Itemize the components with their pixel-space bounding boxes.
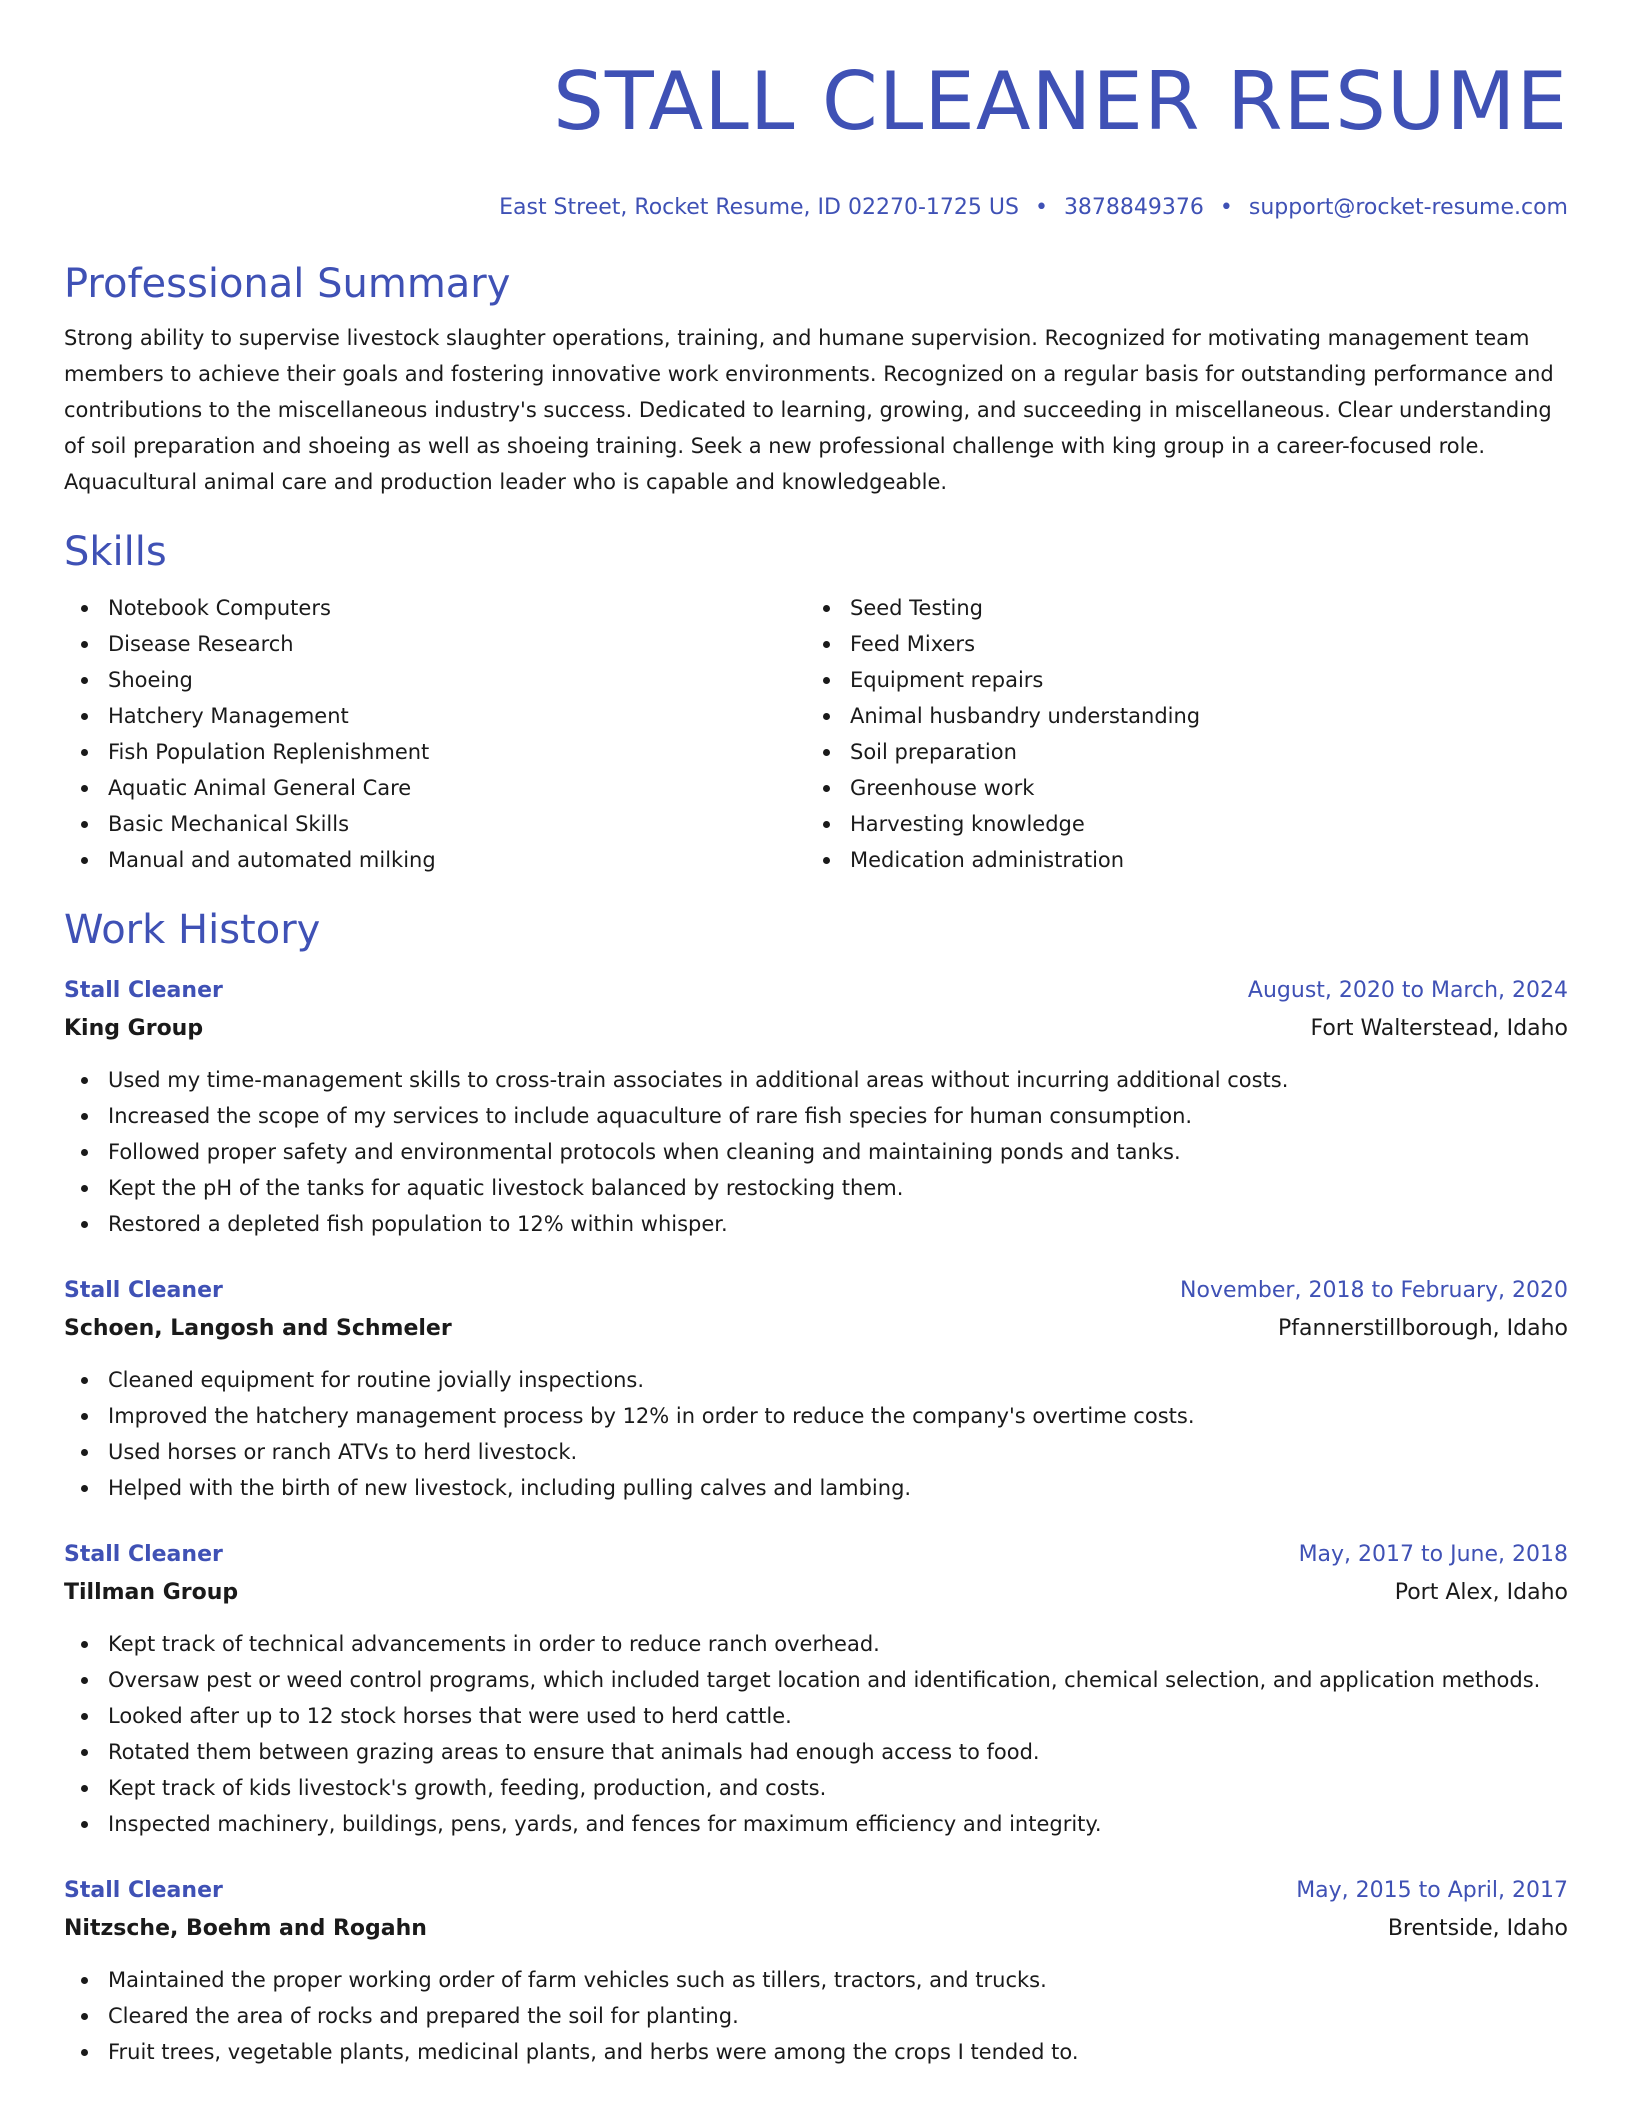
summary-text: Strong ability to supervise livestock slaughter operations, training, and humane supervision. Recognized for motivating management team members to achieve their goals and fostering innovative work environments. Recognized on a regular basis for outstanding performance and contributions to the miscellaneous industry's success. Dedicated to learning, growing, and succeeding in miscellaneous. Clear understanding of soil preparation and shoeing as well as shoeing training. Seek a new professional challenge with king group in a career-focused role. Aquacultural animal care and production leader who is capable and knowledgeable. bbox=[64, 326, 1554, 494]
job-duty: Inspected machinery, buildings, pens, yards, and fences for maximum efficiency and integrity. bbox=[64, 1806, 1568, 1842]
job-duty: Kept track of kids livestock's growth, feeding, production, and costs. bbox=[64, 1770, 1568, 1806]
skill-item: Harvesting knowledge bbox=[806, 806, 1548, 842]
job-title: Stall Cleaner bbox=[64, 1542, 223, 1567]
job-title: Stall Cleaner bbox=[64, 978, 223, 1003]
summary-heading: Professional Summary bbox=[64, 261, 511, 307]
skills-grid bbox=[64, 590, 1568, 878]
skill-item: Feed Mixers bbox=[806, 626, 1548, 662]
job-title-row bbox=[64, 1272, 1568, 1310]
job-duties-list bbox=[64, 1062, 1568, 1242]
job-duty: Looked after up to 12 stock horses that were used to herd cattle. bbox=[64, 1698, 1568, 1734]
job-duty: Rotated them between grazing areas to ensure that animals had enough access to food. bbox=[64, 1734, 1568, 1770]
job-title: Stall Cleaner bbox=[64, 1278, 223, 1303]
job-company: King Group bbox=[64, 1016, 204, 1041]
resume-title: STALL CLEANER RESUME bbox=[553, 55, 1568, 148]
job-duty: Used my time-management skills to cross-train associates in additional areas without incurring additional costs. bbox=[64, 1062, 1568, 1098]
job-duty: Kept the pH of the tanks for aquatic livestock balanced by restocking them. bbox=[64, 1170, 1568, 1206]
job-company-row bbox=[64, 1310, 1568, 1348]
contact-line bbox=[64, 194, 1568, 222]
job-duty: Maintained the proper working order of farm vehicles such as tillers, tractors, and trucks. bbox=[64, 1962, 1568, 1998]
skill-item: Basic Mechanical Skills bbox=[64, 806, 806, 842]
job-duty: Oversaw pest or weed control programs, which included target location and identification, chemical selection, and application methods. bbox=[64, 1662, 1568, 1698]
job-duty: Kept track of technical advancements in order to reduce ranch overhead. bbox=[64, 1626, 1568, 1662]
job-title-row bbox=[64, 972, 1568, 1010]
skill-item: Equipment repairs bbox=[806, 662, 1548, 698]
skill-item: Soil preparation bbox=[806, 734, 1548, 770]
job-entry bbox=[64, 1872, 1568, 2070]
skills-list-left bbox=[64, 590, 806, 878]
job-location: Fort Walterstead, Idaho bbox=[1310, 1016, 1568, 1041]
skill-item: Seed Testing bbox=[806, 590, 1548, 626]
skill-item: Shoeing bbox=[64, 662, 806, 698]
skill-item: Animal husbandry understanding bbox=[806, 698, 1548, 734]
job-duty: Cleared the area of rocks and prepared the soil for planting. bbox=[64, 1998, 1568, 2034]
job-dates: August, 2020 to March, 2024 bbox=[1247, 978, 1568, 1003]
job-dates: May, 2015 to April, 2017 bbox=[1296, 1878, 1568, 1903]
skill-item: Disease Research bbox=[64, 626, 806, 662]
contact-separator: • bbox=[1034, 195, 1048, 220]
job-duty: Restored a depleted fish population to 12% within whisper. bbox=[64, 1206, 1568, 1242]
job-duty: Cleaned equipment for routine jovially inspections. bbox=[64, 1362, 1568, 1398]
skill-item: Manual and automated milking bbox=[64, 842, 806, 878]
job-duty: Followed proper safety and environmental protocols when cleaning and maintaining ponds and tanks. bbox=[64, 1134, 1568, 1170]
skill-item: Medication administration bbox=[806, 842, 1548, 878]
job-entry bbox=[64, 1536, 1568, 1842]
job-duty: Increased the scope of my services to include aquaculture of rare fish species for human consumption. bbox=[64, 1098, 1568, 1134]
job-entry bbox=[64, 1272, 1568, 1506]
job-location: Brentside, Idaho bbox=[1387, 1916, 1568, 1941]
skills-heading: Skills bbox=[64, 529, 167, 575]
job-duty: Fruit trees, vegetable plants, medicinal plants, and herbs were among the crops I tended to. bbox=[64, 2034, 1568, 2070]
contact-address: East Street, Rocket Resume, ID 02270-1725 US bbox=[499, 195, 1019, 220]
job-duty: Used horses or ranch ATVs to herd livestock. bbox=[64, 1434, 1568, 1470]
skill-item: Fish Population Replenishment bbox=[64, 734, 806, 770]
job-title-row bbox=[64, 1872, 1568, 1910]
contact-email[interactable]: support@rocket-resume.com bbox=[1248, 195, 1568, 220]
job-title: Stall Cleaner bbox=[64, 1878, 223, 1903]
job-company-row bbox=[64, 1574, 1568, 1612]
job-duties-list bbox=[64, 1626, 1568, 1842]
resume-page bbox=[64, 0, 1568, 2070]
skill-item: Notebook Computers bbox=[64, 590, 806, 626]
job-company: Tillman Group bbox=[64, 1580, 239, 1605]
job-entry bbox=[64, 972, 1568, 1242]
job-dates: November, 2018 to February, 2020 bbox=[1180, 1278, 1568, 1303]
job-title-row bbox=[64, 1536, 1568, 1574]
job-duty: Improved the hatchery management process by 12% in order to reduce the company's overtime costs. bbox=[64, 1398, 1568, 1434]
skills-list-right bbox=[806, 590, 1548, 878]
contact-separator: • bbox=[1219, 195, 1233, 220]
job-company: Nitzsche, Boehm and Rogahn bbox=[64, 1916, 427, 1941]
job-company: Schoen, Langosh and Schmeler bbox=[64, 1316, 452, 1341]
job-location: Pfannerstillborough, Idaho bbox=[1277, 1316, 1568, 1341]
job-duties-list bbox=[64, 1962, 1568, 2070]
job-duties-list bbox=[64, 1362, 1568, 1506]
skill-item: Hatchery Management bbox=[64, 698, 806, 734]
contact-phone: 3878849376 bbox=[1063, 195, 1204, 220]
job-location: Port Alex, Idaho bbox=[1394, 1580, 1568, 1605]
skill-item: Aquatic Animal General Care bbox=[64, 770, 806, 806]
job-duty: Helped with the birth of new livestock, including pulling calves and lambing. bbox=[64, 1470, 1568, 1506]
job-dates: May, 2017 to June, 2018 bbox=[1298, 1542, 1568, 1567]
skill-item: Greenhouse work bbox=[806, 770, 1548, 806]
job-company-row bbox=[64, 1010, 1568, 1048]
work-history-heading: Work History bbox=[64, 907, 321, 953]
job-company-row bbox=[64, 1910, 1568, 1948]
